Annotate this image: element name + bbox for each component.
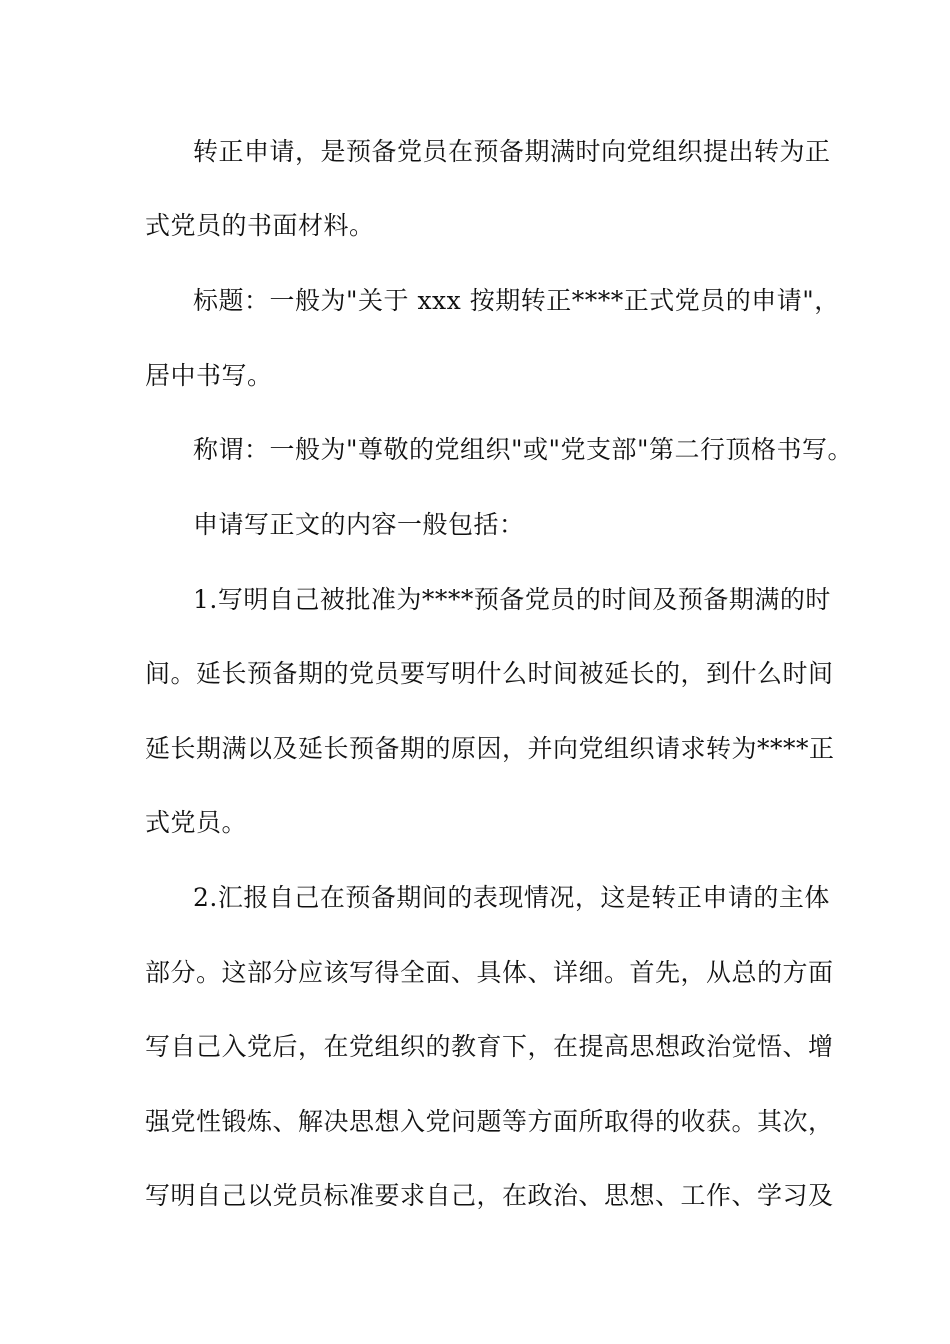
text-line-12: 部分。这部分应该写得全面、具体、详细。首先，从总的方面 [145,958,834,987]
text-line-13: 写自己入党后，在党组织的教育下，在提高思想政治觉悟、增 [145,1032,834,1061]
text-line-11: 2.汇报自己在预备期间的表现情况，这是转正申请的主体 [193,883,830,912]
text-line-10: 式党员。 [145,808,248,837]
text-line-2: 式党员的书面材料。 [145,211,375,240]
text-line-5: 称谓：一般为"尊敬的党组织"或"党支部"第二行顶格书写。 [193,435,853,464]
text-line-3: 标题：一般为"关于 xxx 按期转正****正式党员的申请"， [193,286,840,315]
text-line-14: 强党性锻炼、解决思想入党问题等方面所取得的收获。其次， [145,1107,834,1136]
text-line-4: 居中书写。 [145,361,273,390]
text-line-7: 1.写明自己被批准为****预备党员的时间及预备期满的时 [193,585,831,614]
text-line-8: 间。延长预备期的党员要写明什么时间被延长的，到什么时间 [145,659,834,688]
text-line-6: 申请写正文的内容一般包括： [193,510,525,539]
text-line-15: 写明自己以党员标准要求自己，在政治、思想、工作、学习及 [145,1181,834,1210]
text-line-1: 转正申请，是预备党员在预备期满时向党组织提出转为正 [193,137,831,166]
text-line-9: 延长期满以及延长预备期的原因，并向党组织请求转为****正 [145,734,835,763]
